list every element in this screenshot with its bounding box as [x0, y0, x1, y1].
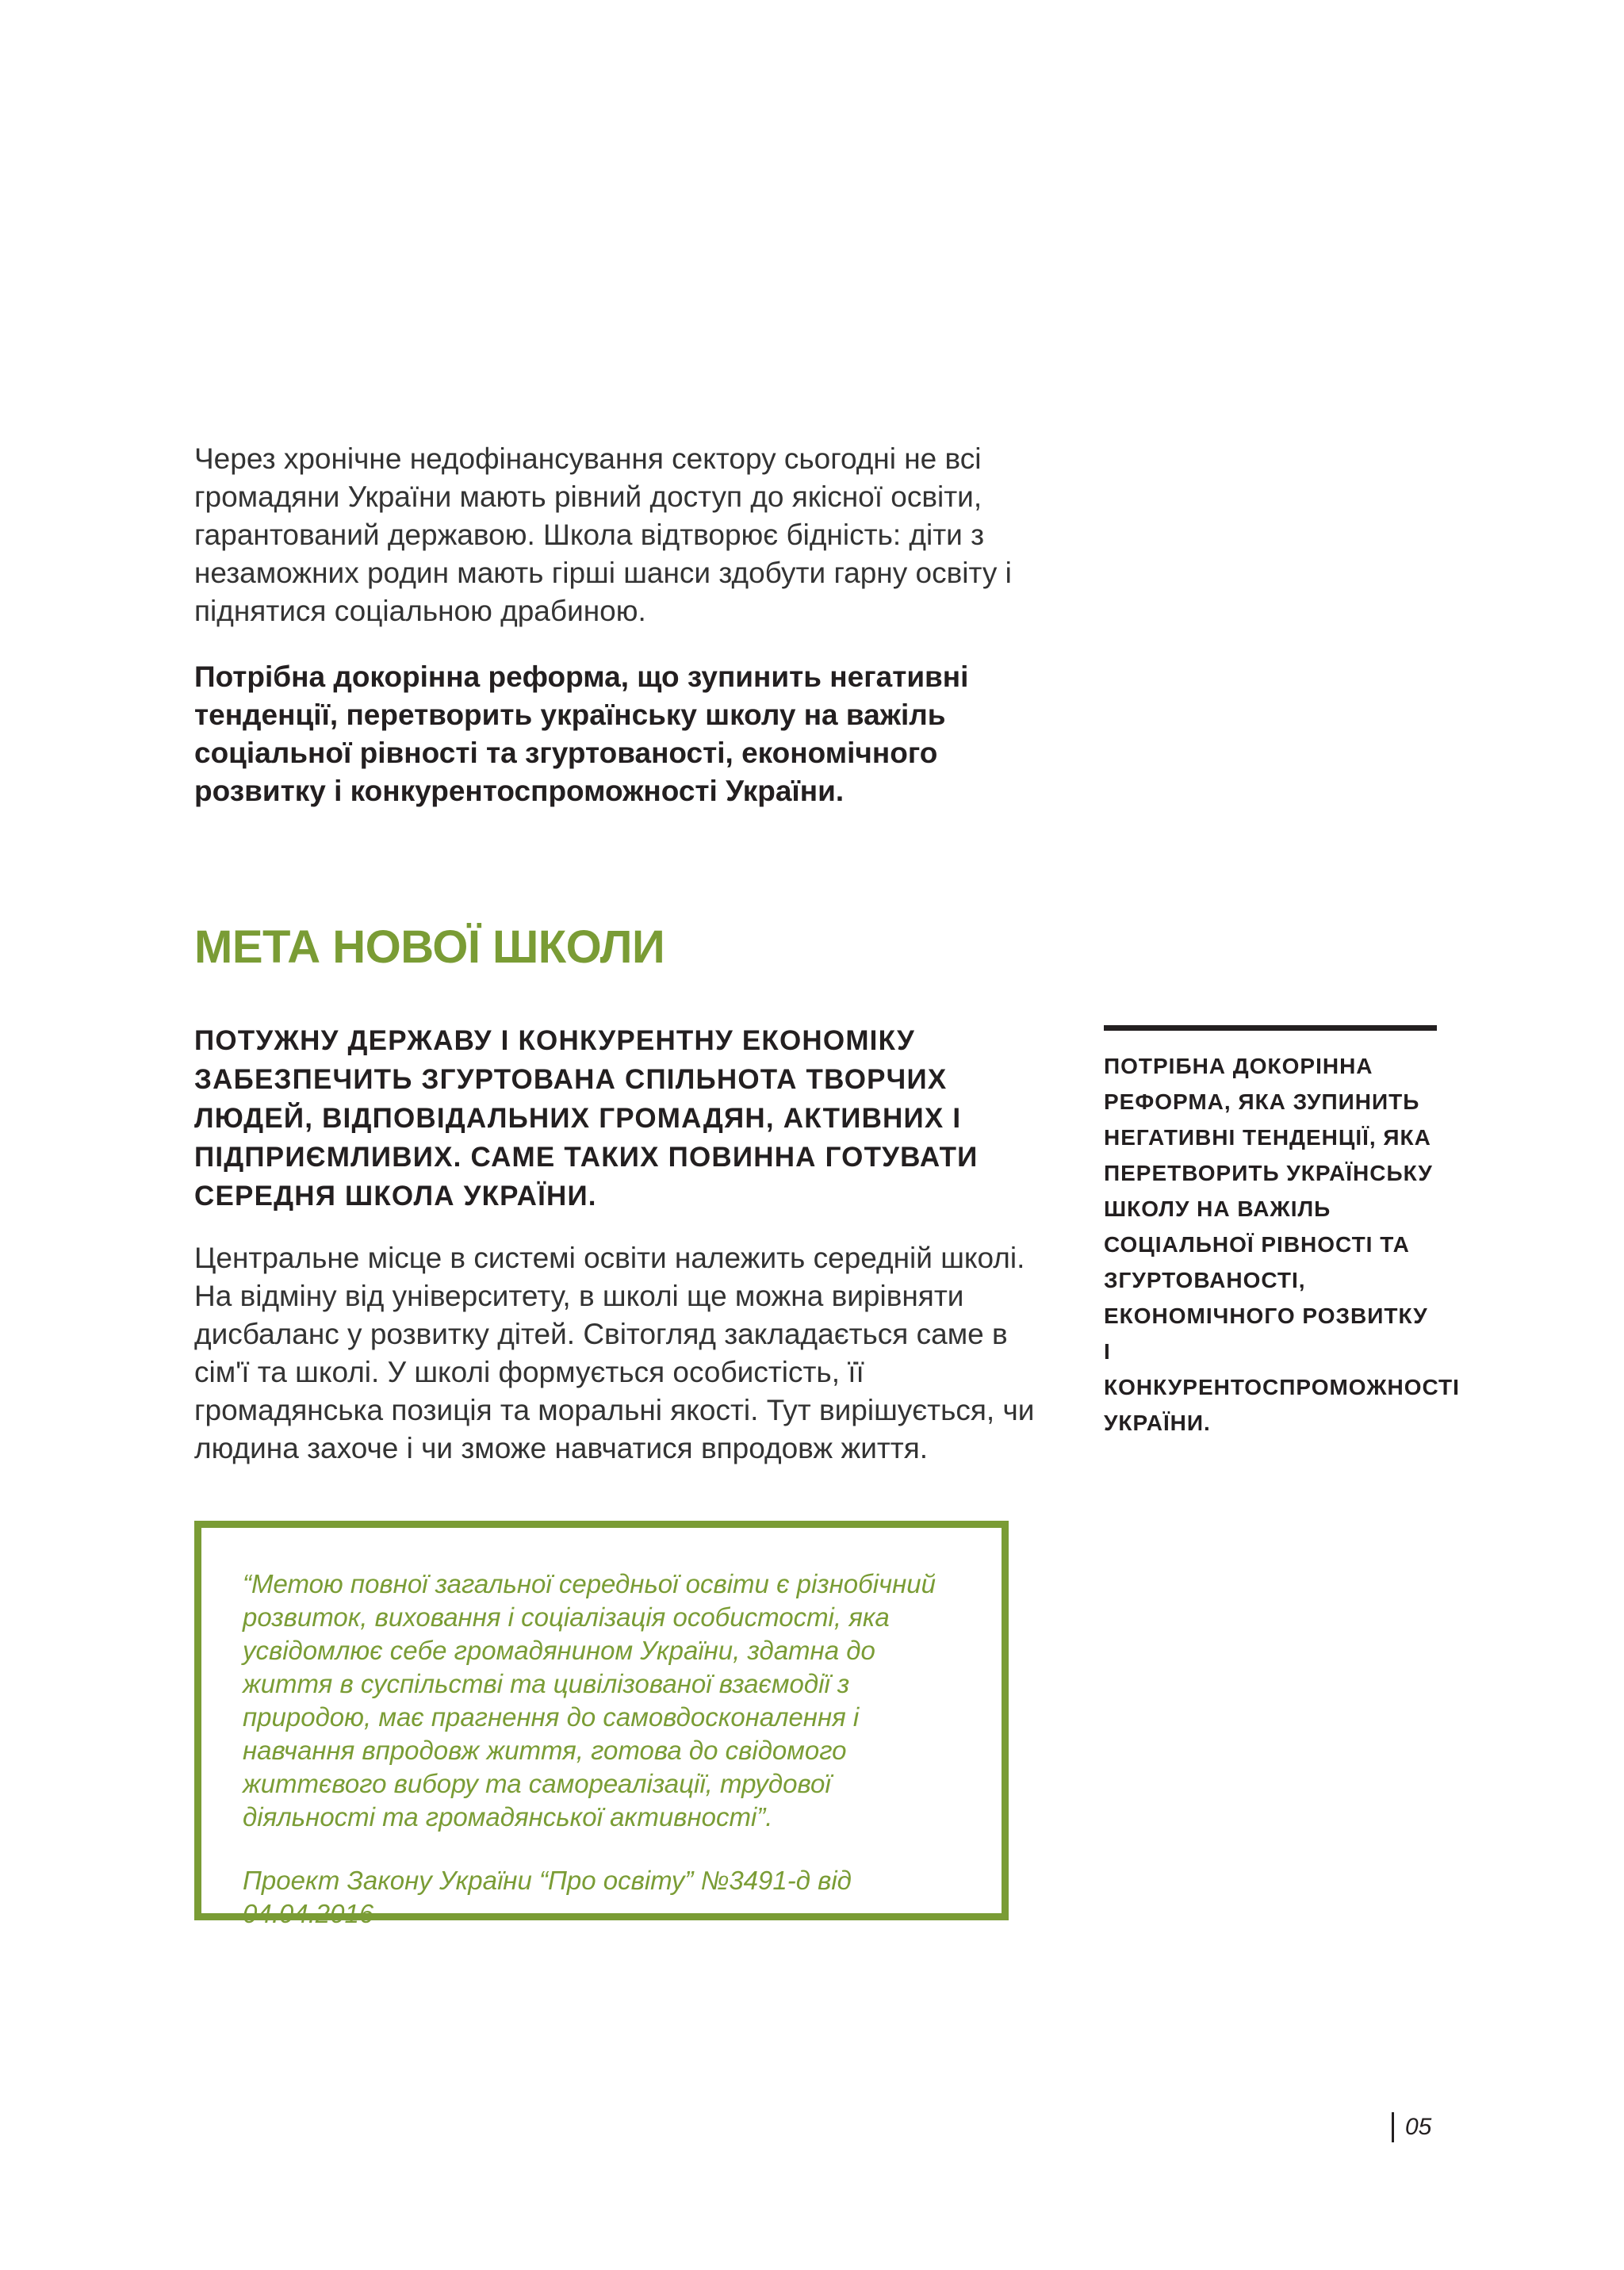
quote-source: Проект Закону України “Про освіту” №3491-д від 04.04.2016 — [243, 1866, 852, 1928]
section-lead: ПОТУЖНУ ДЕРЖАВУ І КОНКУРЕНТНУ ЕКОНОМІКУ ЗАБЕЗПЕЧИТЬ ЗГУРТОВАНА СПІЛЬНОТА ТВОРЧИХ ЛЮДЕЙ, ВІДПОВІДАЛЬНИХ ГРОМАДЯН, АКТИВНИХ І ПІДПРИЄМЛИВИХ. САМЕ ТАКИХ ПОВИННА ГОТУВАТИ СЕРЕДНЯ ШКОЛА УКРАЇНИ. — [194, 1025, 979, 1212]
page-number-value: 05 — [1405, 2114, 1432, 2140]
sidebar-callout: ПОТРІБНА ДОКОРІННА РЕФОРМА, ЯКА ЗУПИНИТЬ НЕГАТИВНІ ТЕНДЕНЦІЇ, ЯКА ПЕРЕТВОРИТЬ УКРАЇНСЬКУ ШКОЛУ НА ВАЖІЛЬ СОЦІАЛЬНОЇ РІВНОСТІ ТА ЗГУРТОВАНОСТІ, ЕКОНОМІЧНОГО РОЗВИТКУ І КОНКУРЕНТОСПРОМОЖНОСТІ УКРАЇНИ. — [1104, 1054, 1460, 1435]
quote-box — [194, 1521, 1009, 1928]
page-number-divider — [1392, 2112, 1394, 2142]
intro-bold-paragraph: Потрібна докорінна реформа, що зупинить негативні тенденції, перетворить українську школу на важіль соціальної рівності та згуртованості, економічного розвитку і конкурентоспроможності України. — [194, 660, 969, 807]
page-number — [1392, 2109, 1431, 2146]
section-body: Центральне місце в системі освіти належить середній школі. На відміну від університету, в школі ще можна вирівняти дисбаланс у розвитку дітей. Світогляд закладається саме в сім'ї та школі. У школі формується особистість, її громадянська позиція та моральні якості. Тут вирішується, чи людина захоче і чи зможе навчатися впродовж життя. — [194, 1242, 1035, 1464]
intro-paragraph: Через хронічне недофінансування сектору сьогодні не всі громадяни України мають рівний доступ до якісної освіти, гарантований державою. Школа відтворює бідність: діти з незаможних родин мають гірші шанси здобути гарну освіту і піднятися соціальною драбиною. — [194, 442, 1012, 627]
quote-text: “Метою повної загальної середньої освіти є різнобічний розвиток, виховання і соціалізація особистості, яка усвідомлює себе громадянином України, здатна до життя в суспільстві та цивілізованої взаємодії з природою, має прагнення до самовдосконалення і навчання впродовж життя, готова до свідомого життєвого вибору та самореалізації, трудової діяльності та громадянської активності”. — [243, 1569, 936, 1832]
sidebar-rule — [1104, 1025, 1437, 1031]
section-title: МЕТА НОВОЇ ШКОЛИ — [194, 921, 665, 973]
